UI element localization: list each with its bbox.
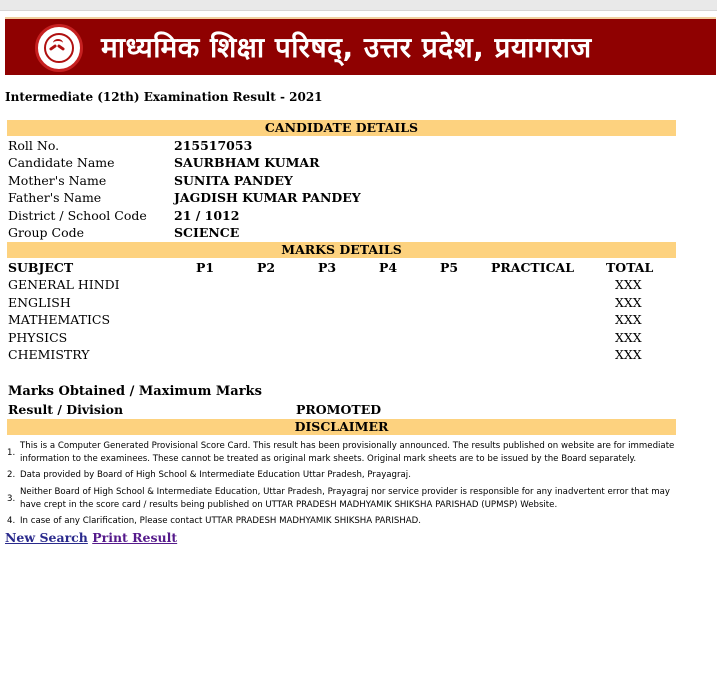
subject-cell: GENERAL HINDI — [8, 277, 120, 292]
disclaimer-number: 1. — [7, 448, 16, 458]
result-value: PROMOTED — [296, 402, 382, 417]
disclaimer-text: Data provided by Board of High School & Intermediate Education Uttar Pradesh, Prayagraj. — [20, 470, 411, 480]
subject-cell: MATHEMATICS — [8, 312, 111, 327]
disclaimer-text: In case of any Clarification, Please contact UTTAR PRADESH MADHYAMIK SHIKSHA PARISHAD. — [20, 516, 422, 526]
print-result-link[interactable]: Print Result — [92, 530, 178, 545]
subject-cell: CHEMISTRY — [8, 347, 90, 362]
disclaimer-number: 2. — [7, 470, 16, 480]
disclaimer-text: This is a Computer Generated Provisional Score Card. This result has been provisionally announced. The results published on website are for immediate information to the examinees. These cannot be treated as original mark sheets. Original mark sheets are to be issued by the Board separately. — [20, 441, 675, 464]
disclaimer-item — [7, 440, 676, 466]
marks-table-header — [7, 259, 676, 276]
footer-links — [5, 530, 177, 545]
banner-title: माध्यमिक शिक्षा परिषद्, उत्तर प्रदेश, प्रयागराज — [101, 31, 592, 64]
row-label: Roll No. — [8, 138, 60, 153]
result-label: Result / Division — [8, 402, 124, 417]
upmsp-emblem-icon — [35, 24, 83, 72]
subject-cell: PHYSICS — [8, 330, 68, 345]
browser-top-bar — [0, 0, 717, 11]
total-cell: XXX — [615, 277, 642, 292]
row-value: 215517053 — [174, 138, 253, 153]
disclaimer-item — [7, 469, 676, 482]
col-header-practical: PRACTICAL — [491, 260, 575, 275]
disclaimer-text: Neither Board of High School & Intermediate Education, Uttar Pradesh, Prayagraj nor service provider is responsible for any inadvertent error that may have crept in the score card / results being published on UTTAR PRADESH MADHYAMIK SHIKSHA PARISHAD (UPMSP) Website. — [20, 487, 670, 510]
col-header-p3: P3 — [318, 260, 337, 275]
total-cell: XXX — [615, 330, 642, 345]
table-row — [7, 329, 676, 346]
marks-details-header: MARKS DETAILS — [7, 242, 676, 258]
col-header-total: TOTAL — [606, 260, 654, 275]
candidate-details-header: CANDIDATE DETAILS — [7, 120, 676, 136]
col-header-p1: P1 — [196, 260, 215, 275]
col-header-subject: SUBJECT — [8, 260, 74, 275]
row-label: Father's Name — [8, 190, 102, 205]
row-value: SCIENCE — [174, 225, 240, 240]
col-header-p4: P4 — [379, 260, 398, 275]
col-header-p5: P5 — [440, 260, 459, 275]
row-value: SAURBHAM KUMAR — [174, 155, 320, 170]
marks-obtained-label: Marks Obtained / Maximum Marks — [8, 384, 262, 399]
disclaimer-header: DISCLAIMER — [7, 419, 676, 435]
table-row — [7, 276, 676, 293]
row-value: SUNITA PANDEY — [174, 173, 293, 188]
disclaimer-number: 3. — [7, 494, 16, 504]
table-row — [7, 311, 676, 328]
total-cell: XXX — [615, 295, 642, 310]
subject-cell: ENGLISH — [8, 295, 71, 310]
col-header-p2: P2 — [257, 260, 276, 275]
table-row — [7, 294, 676, 311]
total-cell: XXX — [615, 312, 642, 327]
disclaimer-number: 4. — [7, 516, 16, 526]
disclaimer-item — [7, 486, 676, 512]
header-banner — [5, 17, 716, 75]
row-label: Candidate Name — [8, 155, 115, 170]
row-label: Group Code — [8, 225, 85, 240]
row-value: 21 / 1012 — [174, 208, 240, 223]
row-value: JAGDISH KUMAR PANDEY — [174, 190, 361, 205]
total-cell: XXX — [615, 347, 642, 362]
table-row — [7, 346, 676, 363]
exam-title: Intermediate (12th) Examination Result - 2021 — [5, 90, 323, 104]
row-label: District / School Code — [8, 208, 147, 223]
disclaimer-item — [7, 515, 676, 528]
new-search-link[interactable]: New Search — [5, 530, 88, 545]
row-label: Mother's Name — [8, 173, 107, 188]
